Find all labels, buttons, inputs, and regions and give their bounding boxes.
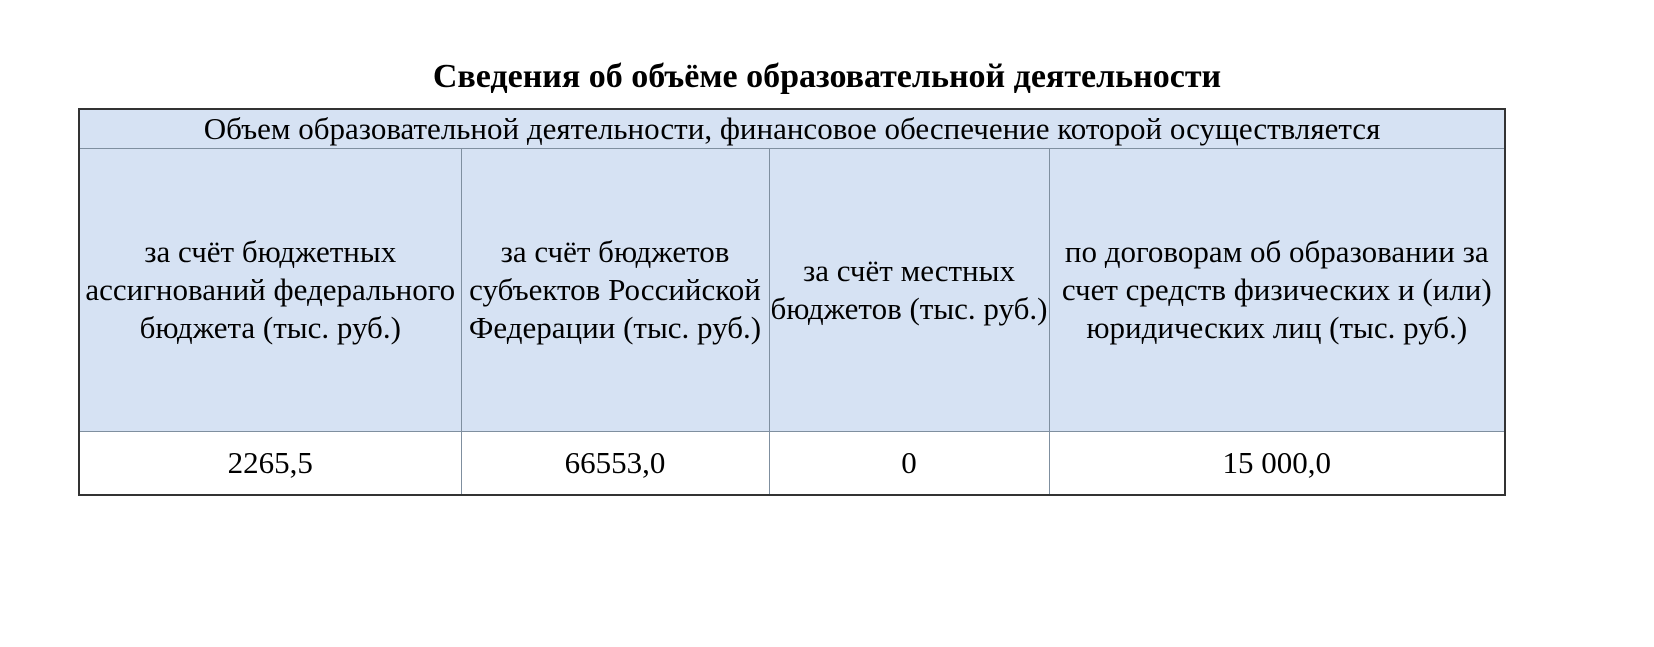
value-local-budget: 0 — [769, 431, 1049, 495]
table-container — [78, 108, 1504, 496]
table-row-values — [79, 431, 1505, 495]
page-title: Сведения об объёме образовательной деятельности — [432, 58, 1222, 95]
column-header-contracts: по договорам об образовании за счет средств физических и (или) юридических лиц (тыс. руб.) — [1049, 148, 1505, 431]
value-federal-budget: 2265,5 — [79, 431, 461, 495]
education-volume-table — [78, 108, 1506, 496]
column-header-local-budget: за счёт местных бюджетов (тыс. руб.) — [769, 148, 1049, 431]
column-header-federal-budget: за счёт бюджетных ассигнований федерального бюджета (тыс. руб.) — [79, 148, 461, 431]
value-regional-budget: 66553,0 — [461, 431, 769, 495]
table-group-header-cell: Объем образовательной деятельности, финансовое обеспечение которой осуществляется — [79, 109, 1505, 148]
column-header-regional-budget: за счёт бюджетов субъектов Российской Федерации (тыс. руб.) — [461, 148, 769, 431]
table-row-column-headers — [79, 148, 1505, 431]
value-contracts: 15 000,0 — [1049, 431, 1505, 495]
table-row-group-header — [79, 109, 1505, 148]
